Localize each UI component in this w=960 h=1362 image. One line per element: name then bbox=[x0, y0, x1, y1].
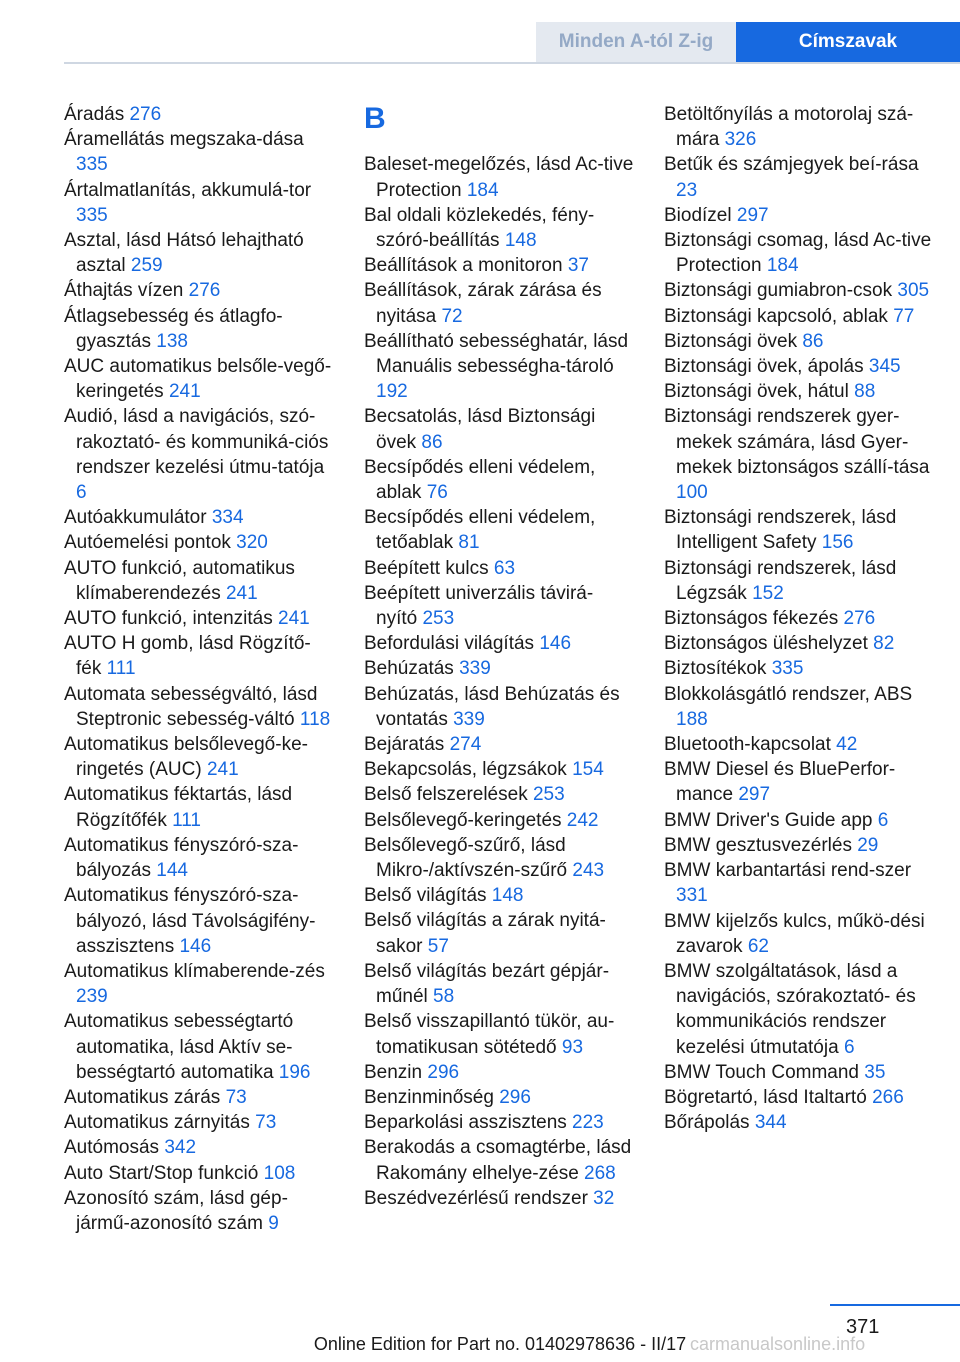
index-entry bbox=[364, 682, 634, 732]
page-ref-link[interactable]: 266 bbox=[872, 1086, 904, 1108]
index-entry bbox=[64, 883, 334, 959]
entry-term: AUTO H gomb, lásd Rögzítő-fék bbox=[64, 633, 311, 680]
entry-term: Becsatolás, lásd Biztonsági övek bbox=[364, 406, 596, 453]
page-ref-link[interactable]: 335 bbox=[76, 204, 108, 226]
index-entry bbox=[664, 606, 934, 631]
entry-term: Biodízel bbox=[664, 204, 732, 226]
index-entry bbox=[364, 329, 634, 405]
index-entry bbox=[64, 833, 334, 883]
entry-term: Biztonsági övek, ápolás bbox=[664, 356, 864, 378]
entry-term: Biztonsági csomag, lásd Ac-tive Protection bbox=[664, 230, 932, 277]
entry-term: BMW kijelzős kulcs, műkö-dési zavarok bbox=[664, 910, 925, 957]
index-entry bbox=[64, 127, 334, 177]
entry-term: Behúzatás bbox=[364, 658, 454, 680]
index-entry bbox=[664, 203, 934, 228]
entry-term: Automatikus zárás bbox=[64, 1086, 221, 1108]
page-ref-link[interactable]: 253 bbox=[532, 784, 565, 806]
index-entry bbox=[664, 354, 934, 379]
index-column-2 bbox=[364, 102, 634, 1236]
entry-term: Becsípődés elleni védelem, tetőablak bbox=[364, 507, 596, 554]
index-entry bbox=[64, 505, 334, 530]
index-entry bbox=[64, 404, 334, 505]
page-ref-link[interactable]: 344 bbox=[754, 1112, 787, 1134]
page-header bbox=[536, 22, 960, 62]
page-ref-link[interactable]: 62 bbox=[747, 935, 769, 957]
page-ref-link[interactable]: 242 bbox=[566, 809, 599, 831]
entry-term: Betűk és számjegyek beí-rása bbox=[664, 154, 919, 176]
index-entry bbox=[364, 203, 634, 253]
index-entry bbox=[64, 1009, 334, 1085]
entry-term: Auto Start/Stop funkció bbox=[64, 1162, 259, 1184]
index-entry bbox=[364, 631, 634, 656]
page-ref-link[interactable]: 35 bbox=[864, 1061, 886, 1083]
page-ref-link[interactable]: 111 bbox=[172, 809, 201, 831]
entry-term: Beparkolási asszisztens bbox=[364, 1112, 567, 1134]
index-entry bbox=[364, 278, 634, 328]
entry-term: Azonosító szám, lásd gép-jármű-azonosító szám bbox=[64, 1187, 288, 1234]
page-ref-link[interactable]: 334 bbox=[211, 507, 244, 529]
index-entry bbox=[364, 732, 634, 757]
page-ref-link[interactable]: 156 bbox=[821, 532, 854, 554]
page-ref-link[interactable]: 42 bbox=[836, 734, 858, 756]
page-ref-link[interactable]: 253 bbox=[422, 608, 455, 630]
entry-term: Beszédvezérlésű rendszer bbox=[364, 1187, 588, 1209]
page-ref-link[interactable]: 296 bbox=[427, 1061, 460, 1083]
page-ref-link[interactable]: 76 bbox=[426, 482, 448, 504]
page-ref-link[interactable]: 73 bbox=[255, 1112, 277, 1134]
index-columns bbox=[64, 102, 934, 1236]
entry-term: Ártalmatlanítás, akkumulá-tor bbox=[64, 179, 312, 201]
entry-term: Automatikus fényszóró-sza-bályozás bbox=[64, 834, 299, 882]
entry-term: Bejáratás bbox=[364, 734, 445, 756]
edition-note: Online Edition for Part no. 01402978636 - II/17 bbox=[313, 1334, 687, 1354]
page-ref-link[interactable]: 241 bbox=[225, 582, 258, 604]
entry-term: Autómosás bbox=[64, 1137, 160, 1159]
page-ref-link[interactable]: 23 bbox=[676, 179, 698, 201]
index-entry bbox=[664, 1060, 934, 1085]
footer-divider bbox=[830, 1304, 960, 1306]
entry-term: Biztonsági övek, hátul bbox=[664, 381, 849, 403]
entry-term: Biztonsági rendszerek, lásd Légzsák bbox=[664, 557, 897, 604]
index-entry bbox=[64, 178, 334, 228]
entry-term: BMW Touch Command bbox=[664, 1061, 859, 1083]
entry-term: BMW szolgáltatások, lásd a navigációs, szórakoztató- és kommunikációs rendszer kezelési útmutatója bbox=[664, 960, 916, 1058]
entry-term: Blokkolásgátló rendszer, ABS bbox=[664, 683, 913, 705]
entry-term: Autóemelési pontok bbox=[64, 532, 231, 554]
page-ref-link[interactable]: 268 bbox=[584, 1162, 616, 1184]
index-entry bbox=[664, 102, 934, 152]
index-entry bbox=[664, 379, 934, 404]
index-entry bbox=[364, 1085, 634, 1110]
index-entry bbox=[64, 682, 334, 732]
index-entry bbox=[64, 1135, 334, 1160]
page-ref-link[interactable]: 241 bbox=[168, 381, 201, 403]
index-entry bbox=[664, 278, 934, 303]
entry-term: Bögretartó, lásd Italtartó bbox=[664, 1086, 867, 1108]
page-ref-link[interactable]: 146 bbox=[539, 633, 572, 655]
index-entry bbox=[364, 581, 634, 631]
index-entry bbox=[664, 505, 934, 555]
page-ref-link[interactable]: 6 bbox=[877, 809, 889, 831]
page-ref-link[interactable]: 82 bbox=[873, 633, 895, 655]
index-entry bbox=[64, 1110, 334, 1135]
entry-term: Belső visszapillantó tükör, au-tomatikusan sötétedő bbox=[364, 1011, 615, 1058]
entry-term: Beállítható sebességhatár, lásd Manuális sebességha-tároló bbox=[364, 330, 629, 378]
page-ref-link[interactable]: 148 bbox=[491, 885, 524, 907]
page-ref-link[interactable]: 223 bbox=[572, 1112, 604, 1134]
entry-term: Biztonsági rendszerek gyer-mekek számára, lásd Gyer-mekek biztonságos szállí-tása bbox=[664, 406, 930, 478]
page-ref-link[interactable]: 86 bbox=[421, 431, 443, 453]
entry-term: Biztonsági kapcsoló, ablak bbox=[664, 305, 888, 327]
page-ref-link[interactable]: 37 bbox=[567, 255, 589, 277]
page-ref-link[interactable]: 239 bbox=[76, 986, 108, 1008]
index-entry bbox=[364, 656, 634, 681]
entry-term: Benzinminőség bbox=[364, 1086, 494, 1108]
page-ref-link[interactable]: 63 bbox=[493, 557, 516, 579]
entry-term: Automatikus sebességtartó automatika, lásd Aktív se-bességtartó automatika bbox=[64, 1011, 294, 1083]
entry-term: Biztonsági rendszerek, lásd Intelligent Safety bbox=[664, 507, 897, 554]
entry-term: Belső felszerelések bbox=[364, 784, 528, 806]
page-ref-link[interactable]: 345 bbox=[868, 356, 901, 378]
index-entry bbox=[664, 858, 934, 908]
page-ref-link[interactable]: 6 bbox=[843, 1036, 855, 1058]
index-entry bbox=[664, 631, 934, 656]
index-entry bbox=[664, 1110, 934, 1135]
entry-term: Bal oldali közlekedés, fény-szóró-beállítás bbox=[364, 204, 595, 251]
index-entry bbox=[64, 782, 334, 832]
index-entry bbox=[664, 152, 934, 202]
index-entry bbox=[64, 1085, 334, 1110]
index-entry bbox=[364, 908, 634, 958]
index-entry bbox=[364, 1009, 634, 1059]
entry-term: Autóakkumulátor bbox=[64, 507, 207, 529]
page-ref-link[interactable]: 100 bbox=[676, 482, 708, 504]
index-entry bbox=[364, 1060, 634, 1085]
section-letter: B bbox=[364, 102, 386, 135]
entry-term: AUTO funkció, automatikus klímaberendezés bbox=[64, 557, 295, 604]
page-ref-link[interactable]: 32 bbox=[593, 1187, 615, 1209]
index-entry bbox=[364, 757, 634, 782]
page-ref-link[interactable]: 184 bbox=[466, 179, 499, 201]
entry-term: Behúzatás, lásd Behúzatás és vontatás bbox=[364, 683, 620, 730]
page-ref-link[interactable]: 243 bbox=[572, 860, 605, 882]
entry-term: Biztonságos fékezés bbox=[664, 608, 839, 630]
index-entry bbox=[64, 1161, 334, 1186]
entry-term: Biztonságos üléshelyzet bbox=[664, 633, 868, 655]
index-entry bbox=[364, 808, 634, 833]
entry-term: Baleset-megelőzés, lásd Ac-tive Protection bbox=[364, 154, 634, 201]
page-ref-link[interactable]: 148 bbox=[504, 230, 537, 251]
entry-term: BMW Diesel és BluePerfor-mance bbox=[664, 759, 896, 806]
entry-term: AUC automatikus belsőle-vegő-keringetés bbox=[64, 356, 332, 403]
page-ref-link[interactable]: 276 bbox=[129, 104, 162, 125]
page-ref-link[interactable]: 6 bbox=[76, 482, 87, 504]
index-entry bbox=[664, 757, 934, 807]
entry-term: Audió, lásd a navigációs, szó-rakoztató- és kommuniká-ciós rendszer kezelési útmu-tatója bbox=[64, 406, 329, 478]
entry-term: BMW Driver's Guide app bbox=[664, 809, 873, 831]
index-entry bbox=[364, 1110, 634, 1135]
entry-term: Asztal, lásd Hátsó lehajtható asztal bbox=[64, 230, 304, 277]
section-active-tab: Címszavak bbox=[736, 22, 960, 62]
page-ref-link[interactable]: 276 bbox=[188, 280, 221, 302]
index-entry bbox=[364, 833, 634, 883]
entry-term: AUTO funkció, intenzitás bbox=[64, 608, 273, 630]
page-ref-link[interactable]: 93 bbox=[561, 1036, 584, 1058]
page-ref-link[interactable]: 339 bbox=[453, 708, 485, 730]
page-ref-link[interactable]: 73 bbox=[225, 1086, 247, 1108]
page-ref-link[interactable]: 152 bbox=[752, 582, 784, 604]
index-entry bbox=[364, 1186, 634, 1211]
page-ref-link[interactable]: 339 bbox=[459, 658, 491, 680]
page-ref-link[interactable]: 192 bbox=[376, 381, 408, 403]
index-entry bbox=[364, 152, 634, 202]
entry-term: Áthajtás vízen bbox=[64, 280, 184, 302]
page-ref-link[interactable]: 72 bbox=[441, 305, 463, 327]
page-ref-link[interactable]: 58 bbox=[433, 986, 455, 1008]
entry-term: Belső világítás bezárt gépjár-műnél bbox=[364, 960, 610, 1008]
entry-term: Bőrápolás bbox=[664, 1112, 750, 1134]
entry-term: Bekapcsolás, légzsákok bbox=[364, 759, 567, 781]
entry-term: Automatikus féktartás, lásd Rögzítőfék bbox=[64, 784, 293, 831]
entry-term: BMW karbantartási rend-szer bbox=[664, 860, 912, 882]
index-entry bbox=[64, 959, 334, 1009]
page-ref-link[interactable]: 184 bbox=[766, 255, 799, 277]
index-entry bbox=[664, 909, 934, 959]
entry-term: Betöltőnyílás a motorolaj szá-mára bbox=[664, 104, 914, 151]
index-column-3 bbox=[664, 102, 934, 1236]
index-entry bbox=[664, 1085, 934, 1110]
entry-term: Biztonsági gumiabron-csok bbox=[664, 280, 893, 302]
index-entry bbox=[64, 1186, 334, 1236]
entry-term: Beállítások a monitoron bbox=[364, 255, 563, 277]
page-ref-link[interactable]: 241 bbox=[278, 608, 310, 630]
index-entry bbox=[64, 606, 334, 631]
index-entry bbox=[64, 556, 334, 606]
page-ref-link[interactable]: 320 bbox=[236, 532, 268, 554]
page-ref-link[interactable]: 81 bbox=[458, 532, 480, 554]
entry-term: Beállítások, zárak zárása és nyitása bbox=[364, 280, 602, 327]
index-entry bbox=[64, 354, 334, 404]
page-ref-link[interactable]: 29 bbox=[857, 834, 879, 856]
entry-term: Belsőlevegő-szűrő, lásd Mikro-/aktívszén-szűrő bbox=[364, 834, 568, 882]
index-entry bbox=[64, 732, 334, 782]
page-ref-link[interactable]: 57 bbox=[427, 935, 449, 957]
page-ref-link[interactable]: 331 bbox=[676, 885, 708, 907]
entry-term: Automata sebességváltó, lásd Steptronic sebesség-váltó bbox=[64, 683, 318, 730]
index-entry bbox=[664, 833, 934, 858]
index-entry bbox=[364, 1135, 634, 1185]
page-ref-link[interactable]: 108 bbox=[263, 1162, 296, 1184]
index-entry bbox=[64, 304, 334, 354]
index-entry bbox=[364, 959, 634, 1009]
index-entry bbox=[664, 304, 934, 329]
entry-term: Biztonsági övek bbox=[664, 330, 798, 352]
page-ref-link[interactable]: 241 bbox=[206, 759, 239, 781]
page-ref-link[interactable]: 196 bbox=[278, 1061, 311, 1083]
entry-term: Átlagsebesség és átlagfo-gyasztás bbox=[64, 305, 283, 352]
entry-term: Automatikus fényszóró-sza-bályozó, lásd Távolságifény-asszisztens bbox=[64, 885, 316, 957]
entry-term: Automatikus klímaberende-zés bbox=[64, 960, 325, 982]
page-ref-link[interactable]: 297 bbox=[738, 784, 771, 806]
entry-term: Belső világítás bbox=[364, 885, 487, 907]
page-ref-link[interactable]: 305 bbox=[897, 280, 930, 302]
page-ref-link[interactable]: 9 bbox=[268, 1212, 279, 1234]
index-entry bbox=[364, 455, 634, 505]
page-ref-link[interactable]: 335 bbox=[76, 154, 108, 176]
page-ref-link[interactable]: 144 bbox=[156, 860, 188, 882]
page-ref-link[interactable]: 88 bbox=[854, 381, 876, 403]
index-entry bbox=[664, 228, 934, 278]
page-ref-link[interactable]: 154 bbox=[572, 759, 604, 781]
index-column-1 bbox=[64, 102, 334, 1236]
index-entry bbox=[664, 404, 934, 505]
index-entry bbox=[364, 404, 634, 454]
entry-term: Bluetooth-kapcsolat bbox=[664, 734, 831, 756]
entry-term: Biztosítékok bbox=[664, 658, 767, 680]
page-ref-link[interactable]: 259 bbox=[130, 255, 163, 277]
index-entry bbox=[664, 682, 934, 732]
page-ref-link[interactable]: 274 bbox=[449, 734, 482, 756]
index-entry bbox=[364, 556, 634, 581]
page-ref-link[interactable]: 296 bbox=[499, 1086, 531, 1108]
index-entry bbox=[64, 228, 334, 278]
entry-term: Belsőlevegő-keringetés bbox=[364, 809, 562, 831]
entry-term: BMW gesztusvezérlés bbox=[664, 834, 852, 856]
page-ref-link[interactable]: 276 bbox=[843, 608, 876, 630]
page-ref-link[interactable]: 188 bbox=[676, 708, 708, 730]
page-ref-link[interactable]: 335 bbox=[771, 658, 804, 680]
page-ref-link[interactable]: 77 bbox=[893, 305, 915, 327]
page-ref-link[interactable]: 138 bbox=[156, 330, 188, 352]
entry-term: Belső világítás a zárak nyitá-sakor bbox=[364, 910, 606, 957]
entry-term: Beépített kulcs bbox=[364, 557, 489, 579]
page-ref-link[interactable]: 342 bbox=[164, 1137, 197, 1159]
entry-term: Áramellátás megszaka-dása bbox=[64, 129, 304, 151]
entry-term: Beépített univerzális távirá-nyító bbox=[364, 582, 594, 630]
index-entry bbox=[664, 959, 934, 1060]
header-divider bbox=[64, 62, 960, 64]
index-entry bbox=[364, 782, 634, 807]
index-entry bbox=[664, 329, 934, 354]
index-entry bbox=[664, 556, 934, 606]
entry-term: Benzin bbox=[364, 1061, 423, 1083]
page-ref-link[interactable]: 326 bbox=[724, 129, 757, 151]
index-entry bbox=[64, 530, 334, 555]
index-entry bbox=[664, 656, 934, 681]
page-ref-link[interactable]: 118 bbox=[299, 708, 331, 730]
entry-term: Áradás bbox=[64, 104, 125, 125]
page-ref-link[interactable]: 86 bbox=[802, 330, 824, 352]
page-number: 371 bbox=[846, 1316, 880, 1338]
index-entry bbox=[64, 102, 334, 127]
index-entry bbox=[64, 278, 334, 303]
index-entry bbox=[64, 631, 334, 681]
watermark: carmanualsonline.info bbox=[690, 1334, 866, 1354]
index-entry bbox=[664, 808, 934, 833]
index-entry bbox=[364, 883, 634, 908]
entry-term: Automatikus zárnyitás bbox=[64, 1112, 250, 1134]
index-entry bbox=[364, 253, 634, 278]
entry-term: Automatikus belsőlevegő-ke-ringetés (AUC) bbox=[64, 734, 308, 781]
entry-term: Befordulási világítás bbox=[364, 633, 535, 655]
index-entry bbox=[664, 732, 934, 757]
page-ref-link[interactable]: 146 bbox=[179, 935, 212, 957]
entry-term: Becsípődés elleni védelem, ablak bbox=[364, 456, 596, 504]
page-ref-link[interactable]: 297 bbox=[736, 204, 769, 226]
entry-term: Berakodás a csomagtérbe, lásd Rakomány elhelye-zése bbox=[364, 1137, 632, 1184]
section-label: Minden A-tól Z-ig bbox=[536, 22, 736, 62]
index-entry bbox=[364, 505, 634, 555]
page-ref-link[interactable]: 111 bbox=[106, 658, 136, 680]
